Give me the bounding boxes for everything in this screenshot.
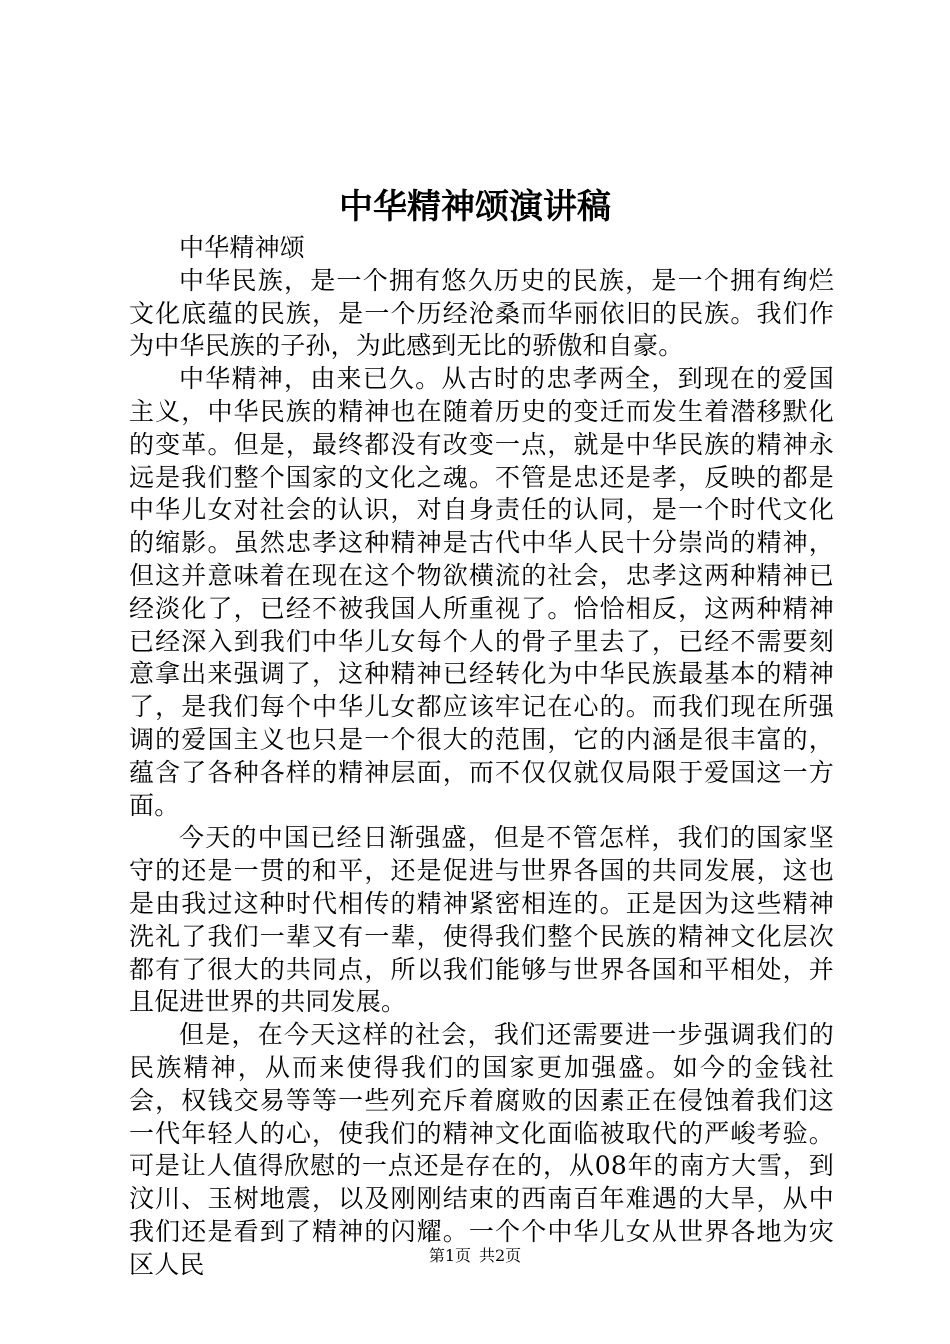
paragraph: 今天的中国已经日渐强盛，但是不管怎样，我们的国家坚守的还是一贯的和平，还是促进与世界各国的共同发展，这也是由我过这种时代相传的精神紧密相连的。正是因为这些精神洗礼了我们一辈又有一辈，使得我们整个民族的精神文化层次都有了很大的共同点，所以我们能够与世界各国和平相处，并且促进世界的共同发展。 <box>129 823 834 1017</box>
document-title: 中华精神颂演讲稿 <box>339 187 611 227</box>
paragraph: 中华精神，由来已久。从古时的忠孝两全，到现在的爱国主义，中华民族的精神也在随着历史的变迁而发生着潜移默化的变革。但是，最终都没有改变一点，就是中华民族的精神永远是我们整个国家的文化之魂。不管是忠还是孝，反映的都是中华儿女对社会的认识，对自身责任的认同，是一个时代文化的缩影。虽然忠孝这种精神是古代中华人民十分崇尚的精神，但这并意味着在现在这个物欲横流的社会，忠孝这两种精神已经淡化了，已经不被我国人所重视了。恰恰相反，这两种精神已经深入到我们中华儿女每个人的骨子里去了，已经不需要刻意拿出来强调了，这种精神已经转化为中华民族最基本的精神了，是我们每个中华儿女都应该牢记在心的。而我们现在所强调的爱国主义也只是一个很大的范围，它的内涵是很丰富的，蕴含了各种各样的精神层面，而不仅仅就仅局限于爱国这一方面。 <box>129 364 834 820</box>
paragraph-subtitle: 中华精神颂 <box>179 233 306 262</box>
paragraph: 中华民族，是一个拥有悠久历史的民族，是一个拥有绚烂文化底蕴的民族，是一个历经沧桑而华丽依旧的民族。我们作为中华民族的子孙，为此感到无比的骄傲和自豪。 <box>129 265 834 361</box>
page-total: 共2页 <box>479 1246 522 1265</box>
paragraph: 但是，在今天这样的社会，我们还需要进一步强调我们的民族精神，从而来使得我们的国家更加强盛。如今的金钱社会，权钱交易等等一些列充斥着腐败的因素正在侵蚀着我们这一代年轻人的心，使我们的精神文化面临被取代的严峻考验。可是让人值得欣慰的一点还是存在的，从08年的南方大雪，到汶川、玉树地震，以及刚刚结束的西南百年难遇的大旱，从中我们还是看到了精神的闪耀。一个个中华儿女从世界各地为灾区人民 <box>129 1020 834 1279</box>
page-number: 第1页 <box>428 1246 471 1265</box>
document-body <box>129 232 834 1282</box>
page-footer <box>0 1245 950 1267</box>
